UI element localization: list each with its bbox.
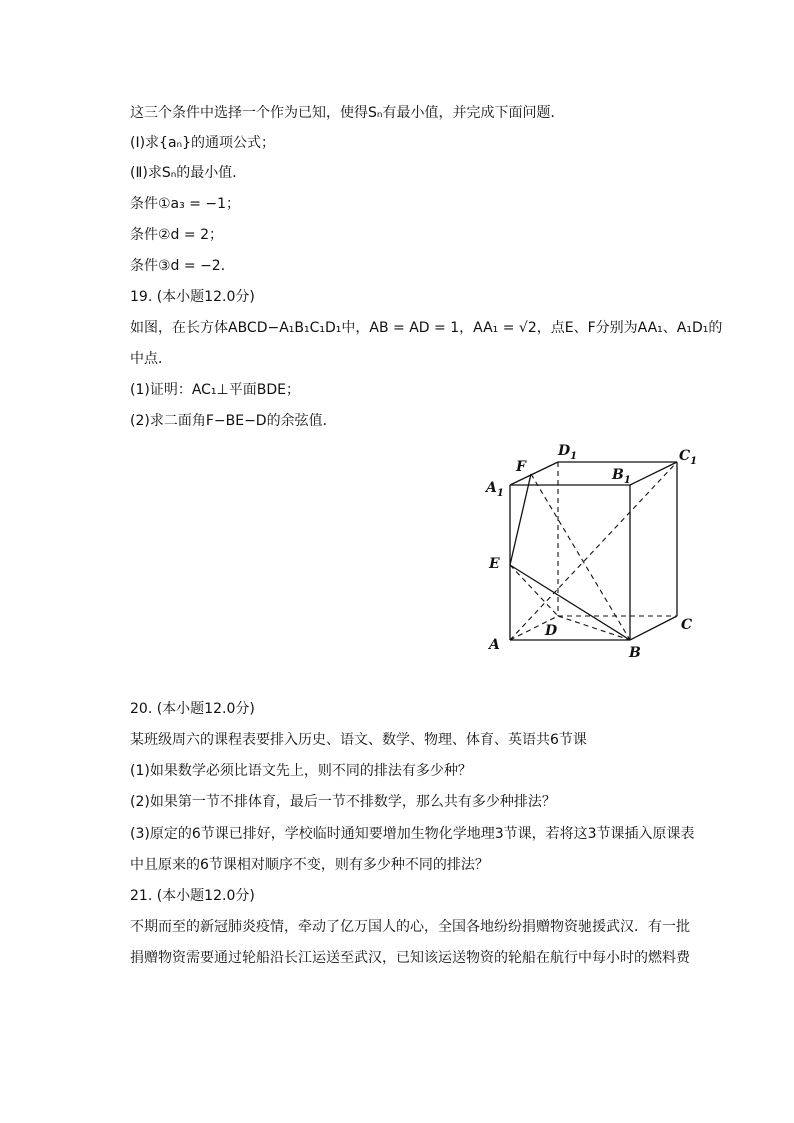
- segment-e-b: [510, 565, 630, 640]
- edge-b-c: [630, 616, 677, 640]
- question-19-part-2: (2)求二面角F−BE−D的余弦值．: [130, 413, 337, 429]
- edge-b1-c1: [630, 462, 677, 485]
- question-20-part-3-cont: 中且原来的6节课相对顺序不变，则有多少种不同的排法？: [130, 857, 489, 873]
- text-line-conditions-intro: 这三个条件中选择一个作为已知，使得Sₙ有最小值，并完成下面问题．: [130, 105, 565, 121]
- label-b: B: [629, 645, 641, 661]
- label-c: C: [681, 617, 693, 633]
- cuboid-diagram: [480, 440, 700, 660]
- label-e: E: [489, 556, 500, 572]
- text-line-part-1: (Ⅰ)求{aₙ}的通项公式；: [130, 135, 276, 151]
- question-20-body: 某班级周六的课程表要排入历史、语文、数学、物理、体育、英语共6节课: [130, 732, 587, 748]
- question-20-part-2: (2)如果第一节不排体育，最后一节不排数学，那么共有多少种排法？: [130, 794, 556, 810]
- hidden-segment-f-b: [531, 474, 630, 640]
- text-line-condition-3: 条件③d = −2．: [130, 258, 235, 274]
- question-21-header: 21. (本小题12.0分): [130, 888, 255, 904]
- label-f: F: [516, 459, 526, 475]
- question-20-header: 20. (本小题12.0分): [130, 701, 255, 717]
- question-21-body: 不期而至的新冠肺炎疫情，牵动了亿万国人的心，全国各地纷纷捐赠物资驰援武汉．有一批: [130, 919, 690, 935]
- text-line-condition-2: 条件②d = 2；: [130, 227, 223, 243]
- label-a1: $A_1$: [486, 480, 504, 499]
- question-19-body-cont: 中点．: [130, 351, 172, 367]
- label-d1: $D_1$: [558, 443, 578, 462]
- question-19-part-1: (1)证明：AC₁⊥平面BDE；: [130, 382, 300, 398]
- cuboid-figure: [480, 440, 700, 660]
- label-d: D: [545, 623, 558, 639]
- question-19-header: 19. (本小题12.0分): [130, 289, 255, 305]
- label-a: A: [489, 637, 500, 653]
- question-21-body-cont: 捐赠物资需要通过轮船沿长江运送至武汉，已知该运送物资的轮船在航行中每小时的燃料费: [130, 950, 690, 966]
- text-line-part-2: (Ⅱ)求Sₙ的最小值．: [130, 165, 247, 181]
- segment-e-f: [510, 474, 531, 565]
- hidden-segment-d-b: [558, 616, 630, 640]
- question-20-part-3: (3)原定的6节课已排好，学校临时通知要增加生物化学地理3节课，若将这3节课插入原课表: [130, 826, 695, 842]
- label-b1: $B_1$: [612, 467, 631, 486]
- question-19-body: 如图，在长方体ABCD−A₁B₁C₁D₁中，AB = AD = 1，AA₁ = √2，点E、F分别为AA₁、A₁D₁的: [130, 320, 723, 336]
- text-line-condition-1: 条件①a₃ = −1；: [130, 196, 241, 212]
- label-c1: $C_1$: [679, 448, 698, 467]
- question-20-part-1: (1)如果数学必须比语文先上，则不同的排法有多少种？: [130, 763, 472, 779]
- diagonal-a-c1: [510, 462, 677, 640]
